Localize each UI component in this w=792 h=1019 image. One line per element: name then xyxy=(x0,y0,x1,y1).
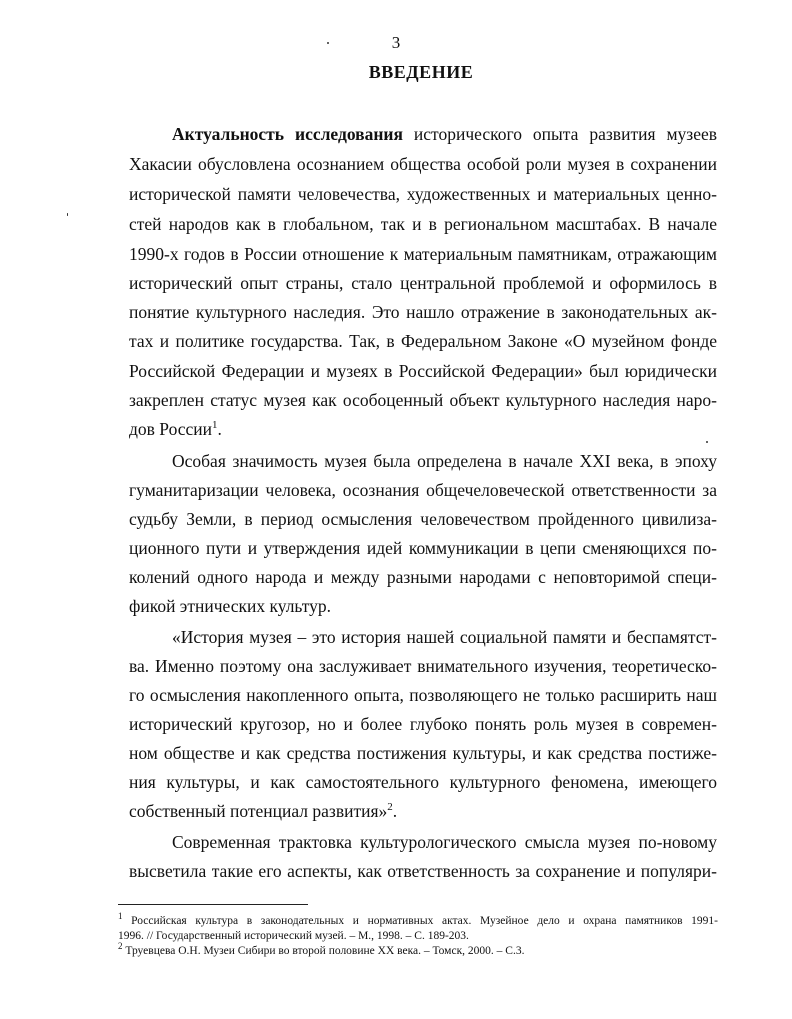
line-text: исторического опыта развития музеев xyxy=(402,124,717,144)
paragraph-line: Российской Федерации и музеях в Российской Федерации» был юридически xyxy=(129,361,717,381)
paragraph-line: ния культуры, и как самостоятельного культурного феномена, имеющего xyxy=(129,772,717,792)
paragraph-line: тах и политике государства. Так, в Федеральном Законе «О музейном фонде xyxy=(129,331,717,351)
footnote-ref: 1 xyxy=(212,419,218,432)
paragraph-line: ном обществе и как средства постижения культуры, и как средства постиже- xyxy=(129,743,717,763)
footnote-divider xyxy=(118,904,308,905)
page-number: 3 xyxy=(391,33,401,52)
paragraph-line: 1990-х годов в России отношение к материальным памятникам, отражающим xyxy=(129,244,717,264)
paragraph-line: исторической памяти человечества, художественных и материальных ценно- xyxy=(129,184,717,204)
footnote-text: Труевцева О.Н. Музеи Сибири во второй половине XX века. – Томск, 2000. – С.3. xyxy=(122,945,525,957)
paragraph-line: гуманитаризации человека, осознания общечеловеческой ответственности за xyxy=(129,480,717,500)
paragraph-line: ва. Именно поэтому она заслуживает внимательного изучения, теоретическо- xyxy=(129,656,717,676)
paragraph-line: судьбу Земли, в период осмысления человечеством пройденного цивилиза- xyxy=(129,509,717,529)
footnote-marker: 2 xyxy=(118,941,123,952)
bold-lead-phrase: Актуальность исследования xyxy=(172,124,403,144)
scan-speck xyxy=(327,42,329,44)
scan-speck xyxy=(67,213,68,216)
paragraph-line: фикой этнических культур. xyxy=(129,596,332,616)
footnote-marker: 1 xyxy=(118,911,123,922)
paragraph-line: го осмысления накопленного опыта, позволяющего не только расширить наш xyxy=(129,685,717,705)
page-title: ВВЕДЕНИЕ xyxy=(368,62,474,82)
paragraph-line: Хакасии обусловлена осознанием общества особой роли музея в сохранении xyxy=(129,154,717,174)
paragraph-line: стей народов как в глобальном, так и в региональном масштабах. В начале xyxy=(129,214,717,234)
paragraph-line: Современная трактовка культурологического смысла музея по-новому xyxy=(172,832,717,852)
paragraph-line: Особая значимость музея была определена в начале XXI века, в эпоху xyxy=(172,451,717,471)
paragraph-line: исторический опыт страны, стало центральной проблемой и оформилось в xyxy=(129,273,717,293)
footnote-line xyxy=(118,941,718,959)
paragraph-line: колений одного народа и между разными народами с неповторимой специ- xyxy=(129,567,717,587)
paragraph-line xyxy=(172,119,717,150)
footnote-ref: 2 xyxy=(387,801,393,814)
footnote-line xyxy=(118,911,718,929)
line-text: собственный потенциал развития» xyxy=(129,801,388,821)
paragraph-line: закреплен статус музея как особоценный объект культурного наследия наро- xyxy=(129,390,717,410)
paragraph-line xyxy=(129,796,717,827)
paragraph-line: высветила такие его аспекты, как ответственность за сохранение и популяри- xyxy=(129,861,717,881)
paragraph-line: понятие культурного наследия. Это нашло отражение в законодательных ак- xyxy=(129,302,717,322)
paragraph-line: «История музея – это история нашей социальной памяти и беспамятст- xyxy=(172,627,717,647)
line-text: дов России xyxy=(129,419,213,439)
line-text: . xyxy=(217,419,222,439)
paragraph-line xyxy=(129,414,717,445)
footnote-line: 1996. // Государственный исторический музей. – М., 1998. – С. 189-203. xyxy=(118,930,469,942)
footnote-text: Российская культура в законодательных и нормативных актах. Музейное дело и охрана памятников 1991- xyxy=(122,915,718,927)
paragraph-line: исторический кругозор, но и более глубоко понять роль музея в современ- xyxy=(129,714,717,734)
line-text: . xyxy=(392,801,398,821)
paragraph-line: ционного пути и утверждения идей коммуникации в цепи сменяющихся по- xyxy=(129,538,717,558)
